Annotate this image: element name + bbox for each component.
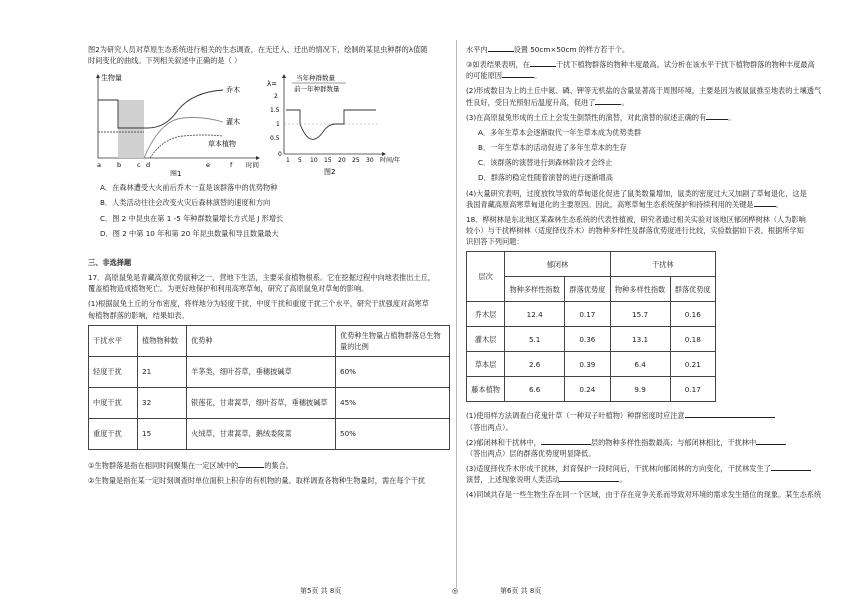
fig2-xlabel: 时间/年	[380, 157, 401, 165]
fig2-xtick-1: 1	[286, 157, 290, 165]
table-header-row	[89, 325, 450, 356]
fig2-caption: 图2	[324, 168, 336, 177]
table-cell: 12.4	[505, 302, 565, 327]
table-row	[467, 352, 716, 377]
section-title: 三、非选择题	[88, 257, 132, 267]
q18-sub-1: (1)使用样方法调查白花鬼针草（一种双子叶植物）种群密度时应注意 （答出两点）。	[466, 410, 832, 432]
table-cell: 草本层	[467, 352, 505, 377]
fig1-tick-d: d	[146, 161, 151, 170]
fig1-ylabel: 生物量	[101, 74, 122, 83]
table-header-cell: 物种多样性指数	[610, 277, 670, 302]
figure-1	[96, 73, 260, 176]
table-header-row	[467, 252, 716, 277]
table-cell: 火绒草，甘肃蒿草，鹅绒委陵菜	[187, 418, 336, 449]
fig2-lambda-curve	[286, 110, 376, 139]
fig2-xtick-30: 30	[366, 157, 374, 165]
table-row	[89, 418, 450, 449]
table-cell: 中度干扰	[89, 387, 138, 418]
fig2-xtick-25: 25	[352, 157, 360, 165]
table-header-cell: 层次	[467, 252, 505, 302]
fig2-xtick-15: 15	[324, 157, 332, 165]
question-intro: 图2为研究人员对草原生态系统进行相关的生态调查，在无迁入、迁出的情况下，绘制的某昆虫种群的λ值随 时间变化的曲线。下列相关叙述中正确的是（ ）	[88, 45, 428, 66]
fig2-formula-num: 当年种群数量	[296, 74, 335, 83]
fig2-ytick-1.5: 1.5	[270, 107, 280, 115]
table-header-cell: 植物物种数	[138, 325, 187, 356]
table-cell: 5.1	[505, 327, 565, 352]
option-d: D．图 2 中第 10 年和第 20 年昆虫数量和导且数量最大	[100, 228, 279, 238]
r-line-7: (4)大量研究表明，过度放牧导致的草甸退化促进了鼠类数量增加，鼠类的密度过大又加剧了草甸退化，这是 我国青藏高原高寒草甸退化的主要原因。因此，高寒草甸生态系统保护和持续利用的关键是 。	[466, 188, 807, 209]
fig2-xtick-5: 5	[298, 157, 302, 165]
table-cell: 0.24	[565, 377, 610, 402]
q17-sub-a: ①生物群落是指在相同时间聚集在一定区域中的 的集合。	[88, 460, 293, 470]
fig1-xlabel: 时间	[246, 161, 259, 170]
table-cell: 15	[138, 418, 187, 449]
table-cell: 45%	[336, 387, 450, 418]
q17-part1: (1)根据鼠兔土丘的分布密度，将样地分为轻度干扰、中度干扰和重度干扰三个水平，研究干扰强度对高寒草 甸植物群落的影响，结果如表。	[88, 299, 429, 320]
q18-table	[466, 251, 716, 402]
q18-sub-4: (4)同域共存是一些生物生存在同一个区域，由于存在竞争关系而导致对环境的需求发生错位的现象。某生态系统	[466, 490, 822, 500]
fig2-xtick-10: 10	[310, 157, 318, 165]
fig1-shrub-curve	[144, 118, 223, 159]
fig1-tick-e: e	[206, 161, 210, 170]
table-cell: 0.16	[670, 302, 715, 327]
table-cell: 0.36	[565, 327, 610, 352]
r-option-b: B．一年生草本的活动促进了多年生草本的生存	[478, 143, 627, 153]
table-cell: 乔木层	[467, 302, 505, 327]
option-a: A．在森林遭受大火前后乔木一直是该群落中的优势物种	[100, 183, 278, 193]
r-line-2: ③如表结果表明，在 干扰下植物群落的物种丰度最高。试分析在该水平干扰下植物群落的物种丰度最高 的可能原因 。	[466, 60, 815, 81]
table-header-cell: 优势种	[187, 325, 336, 356]
r-option-a: A．多年生草本会逐渐取代一年生草本成为优势类群	[478, 127, 642, 137]
table-row	[89, 387, 450, 418]
figures	[88, 70, 450, 176]
table-cell: 0.17	[565, 302, 610, 327]
table-header-cell: 郁闭林	[505, 252, 610, 277]
right-column	[466, 44, 832, 504]
table-header-cell: 群落优势度	[565, 277, 610, 302]
fig2-ytick-0: 0	[278, 151, 282, 159]
page-center-mark: ◎	[452, 587, 459, 595]
fig1-series-herb: 草本植物	[208, 140, 236, 149]
option-c: C．图 2 中昆虫在第 1 -5 年种群数量增长方式是 J 形增长	[100, 213, 284, 223]
table-cell: 15.7	[610, 302, 670, 327]
table-header-cell: 优势种生物量占植物群落总生物量的比例	[336, 325, 450, 356]
page-divider	[456, 40, 457, 588]
fig2-ytick-0.5: 0.5	[270, 135, 280, 143]
figure-2	[267, 73, 400, 176]
table-cell: 灌木层	[467, 327, 505, 352]
table-header-cell: 干扰水平	[89, 325, 138, 356]
q18-sub-2: (2)郁闭林和干扰林中， 层的物种多样性指数最高；与郁闭林相比，干扰林中 （答出两点）层的群落优势度明显降低。	[466, 437, 832, 459]
fig1-tree-curve	[98, 90, 223, 128]
table-cell: 13.1	[610, 327, 670, 352]
table-cell: 6.6	[505, 377, 565, 402]
table-cell: 6.4	[610, 352, 670, 377]
fig1-tick-b: b	[117, 161, 122, 170]
left-column	[88, 44, 450, 490]
fig1-tick-f: f	[230, 161, 233, 170]
page-number-right: 第6页 共 8页	[500, 587, 542, 595]
table-subheader-row	[467, 277, 716, 302]
option-b: B．人类活动往往会改变火灾后森林演替的速度和方向	[100, 198, 271, 208]
fig2-ytick-2: 2	[274, 93, 278, 101]
table-cell: 60%	[336, 356, 450, 387]
table-cell: 羊茅类，细叶苔草，垂穗披碱草	[187, 356, 336, 387]
table-row	[89, 356, 450, 387]
table-cell: 银莲花，甘肃蒿草，细叶苔草，垂穗披碱草	[187, 387, 336, 418]
fig2-formula-den: 前一年种群数量	[294, 85, 340, 94]
table-row	[467, 302, 716, 327]
r-option-c: C．该群落的演替进行到森林阶段才会终止	[478, 158, 613, 168]
fig1-herb-curve	[98, 132, 223, 158]
table-header-cell: 干扰林	[610, 252, 715, 277]
fig1-series-tree: 乔木	[226, 86, 240, 95]
q17-stem: 17．高原鼠兔是青藏高原优势鼠种之一，营地下生活，主要采食植物根系。它在挖掘过程中向地表推出土丘， 覆盖植物造成植物死亡。为更好地保护和利用高寒草甸，研究了高原鼠兔对草甸的影响。	[88, 273, 435, 294]
table-cell: 重度干扰	[89, 418, 138, 449]
q17-table	[88, 325, 450, 450]
table-cell: 50%	[336, 418, 450, 449]
fig1-caption: 图1	[170, 170, 182, 177]
q17-sub-b: ②生物量是指在某一定时刻调查时单位面积上积存的有机物的量。取样调查各物种生物量时，需在每个干扰	[88, 475, 426, 485]
fig2-xtick-20: 20	[338, 157, 346, 165]
table-header-cell: 物种多样性指数	[505, 277, 565, 302]
q18-sub-3: (3)适度择伐乔木形成干扰林，封育保护一段时间后，干扰林向郁闭林的方向变化，干扰林发生了 演替，上述现象说明人类活动 。	[466, 463, 832, 485]
table-cell: 0.39	[565, 352, 610, 377]
table-cell: 2.6	[505, 352, 565, 377]
table-cell: 32	[138, 387, 187, 418]
table-row	[467, 327, 716, 352]
q18-stem: 18．桦树林是东北地区某森林生态系统的代表性植被，研究者通过相关实验对该地区郁闭桦树林（人为影响 较小）与干扰桦树林（适度择伐乔木）的物种多样性及群落优势度进行比较，实验数据如下表。根据所学知 识回答下列问题：	[466, 214, 806, 247]
r-line-1: 水平内 设置 50cm×50cm 的样方若干个。	[466, 45, 630, 54]
table-cell: 21	[138, 356, 187, 387]
r-option-d: D．群落的稳定性随着演替的进行逐渐增高	[478, 173, 613, 183]
fig2-formula-lhs: λ=	[267, 80, 278, 89]
r-line-4: (2)形成数目为上的土丘中氮、磷、钾等无机盐的含量显著高于周围环境，主要是因为被鼠鼠推至地表的土壤透气 性良好，受日光照射后温度升高，促进了 。	[466, 86, 822, 107]
figure-svg	[88, 70, 450, 176]
fig1-tick-a: a	[97, 161, 101, 170]
fig2-ytick-1: 1	[276, 121, 280, 129]
table-cell: 0.21	[670, 352, 715, 377]
page-number-left: 第5页 共 8页	[300, 587, 342, 595]
table-cell: 9.9	[610, 377, 670, 402]
fig1-tick-c: c	[137, 161, 141, 170]
table-cell: 0.18	[670, 327, 715, 352]
fig1-series-shrub: 灌木	[226, 118, 240, 127]
table-cell: 0.17	[670, 377, 715, 402]
fig1-shaded-region	[118, 100, 144, 158]
r-line-6: (3)在高原鼠兔形成的土丘上会发生倒禁性的演替，对此演替的叙述正确的有 。	[466, 112, 736, 122]
table-cell: 轻度干扰	[89, 356, 138, 387]
table-header-cell: 群落优势度	[670, 277, 715, 302]
table-row	[467, 377, 716, 402]
table-cell: 藤本植物	[467, 377, 505, 402]
